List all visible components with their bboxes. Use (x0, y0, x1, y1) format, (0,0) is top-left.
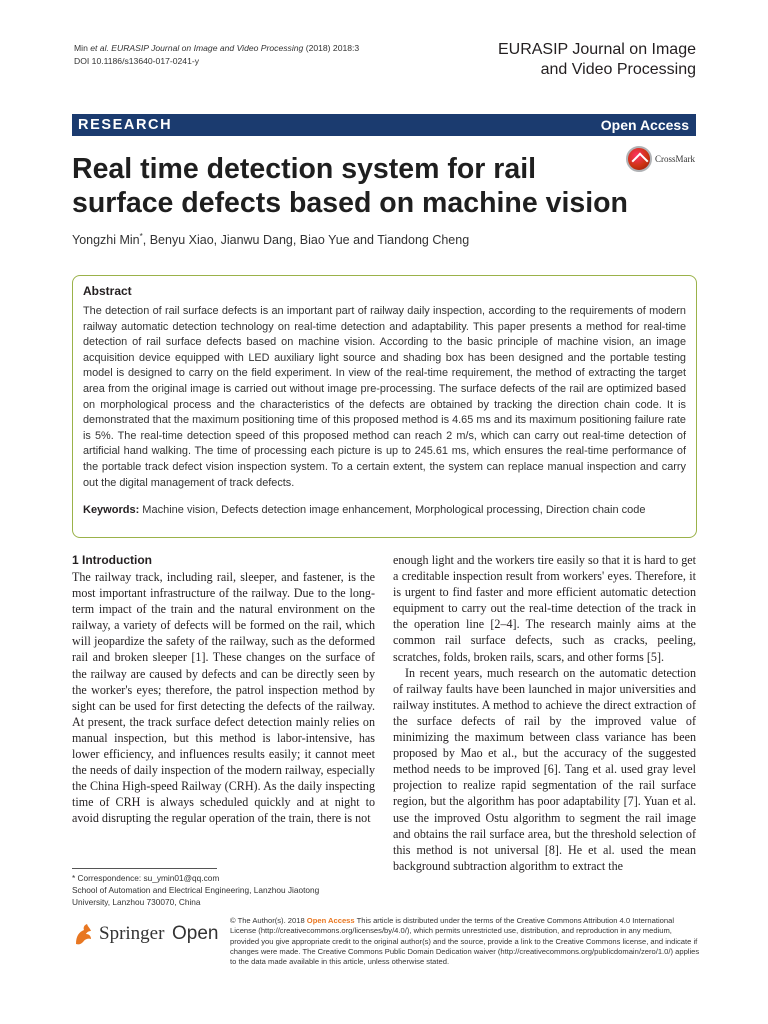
section-label: RESEARCH (78, 117, 173, 133)
citation-year: (2018) 2018:3 (305, 43, 360, 53)
citation-line (74, 42, 359, 55)
keywords-label: Keywords: (83, 504, 140, 517)
publisher-name: Springer (99, 923, 165, 944)
author-list (72, 232, 469, 247)
citation-journal: EURASIP Journal on Image and Video Processing (108, 43, 306, 53)
crossmark-label: CrossMark (655, 154, 695, 164)
author-rest: , Benyu Xiao, Jianwu Dang, Biao Yue and Tiandong Cheng (142, 233, 470, 248)
publisher-suffix: Open (172, 923, 219, 944)
footnote (72, 872, 372, 909)
crossmark-badge[interactable] (626, 146, 700, 174)
right-paragraph-2: In recent years, much research on the automatic detection of railway faults have been launched in major universities and railway institutes. A method to achieve the direct extraction of the surface defects of rail by the improved value of minimizing the maximum between class variance has been proposed by Mao et al., but the accuracy of the suggested method needs to be improved [6]. Tang et al. used gray level projection to realize rapid segmentation of the rail surface region, but the algorithm has poor adaptability [7]. Yuan et al. use the improved Ostu algorithm to segment the rail image and obtains the rail surface area, but the threshold selection of this method is not universal [8]. He et al. used the mean background subtraction algorithm to extract the (393, 665, 696, 873)
journal-name-line2: and Video Processing (540, 61, 696, 78)
journal-name-line1: EURASIP Journal on Image (497, 41, 696, 58)
doi[interactable]: DOI 10.1186/s13640-017-0241-y (74, 55, 200, 66)
author-first: Yongzhi Min (72, 233, 140, 248)
abstract-heading: Abstract (83, 284, 132, 298)
footnote-divider (72, 868, 217, 869)
corresponding-mark: * (139, 232, 143, 241)
journal-name (436, 40, 696, 80)
abstract-box (72, 275, 697, 538)
license-prefix: © The Author(s). 2018 (230, 916, 307, 925)
section-banner (72, 114, 696, 136)
intro-paragraph: The railway track, including rail, sleeper, and fastener, is the most important infrastructure of the railway. Due to the long-term impact of the train and the natural environment on the railway, a variety of defects will be formed on the rail, which will jeopardize the safety of the railway, such as the deformed rail and broken sleeper [1]. These changes on the surface of the railway are caused by defects and can be directly seen by the worker's eyes; therefore, the patrol inspection method by sight can be used for first detecting the defects of the railway. At present, the track surface defect detection mainly relies on manual inspection, but this method is labor-intensive, has lower efficiency, and influences results easily; it cannot meet the needs of daily inspection of the modern railway, especially the China High-speed Railway (CRH). As the daily inspecting time of CRH is always scheduled quickly and at night to avoid disrupting the regular operation of the train, there is not (72, 570, 375, 826)
springer-open-logo[interactable] (72, 920, 222, 950)
affiliation-line2: University, Lanzhou 730070, China (72, 897, 201, 908)
open-access-label: Open Access (600, 117, 689, 133)
section-heading-introduction: 1 Introduction (72, 553, 152, 567)
right-column (393, 552, 696, 874)
left-column (72, 552, 375, 827)
license-open-access: Open Access (306, 916, 355, 925)
paper-title: Real time detection system for rail surface defects based on machine vision (72, 153, 628, 219)
running-header (74, 42, 359, 67)
license-statement (230, 916, 700, 967)
abstract-text: The detection of rail surface defects is an important part of railway daily inspection, according to the requirements of modern railway automatic detection technology on real-time detection and adaptability. This paper presents a method for real-time detection of rail surface defects based on machine vision. According to the basic principle of machine vision, an image acquisition device equipped with LED auxiliary light source and shading box has been designed and the portable testing model is designed to carry on the field experiment. In view of the real-time requirement, the method of extracting the target area from the original image is carried out without image pre-processing. The surface defects of the rail are optimized based on morphological process and the characteristics of the defects are obtained by tracking the direction chain code. It is demonstrated that the maximum positioning time of this proposed method is 4.65 ms and its maximum positioning failure rate is 5%. The real-time detection speed of this proposed method can reach 2 m/s, which can carry out real-time detection of artificial hand walking. The time of processing each picture is up to 245.61 ms, which ensures the real-time performance of the portable track defect vision inspection system. To a certain extent, the system can replace manual inspection and carry out the digital management of track defects. (83, 305, 686, 489)
citation-authors: Min (74, 43, 91, 53)
license-text: This article is distributed under the terms of the Creative Commons Attribution 4.0 International License (http://creativecommons.org/licenses/by/4.0/), which permits unrestricted use, distribution, and reproduction in any medium, provided you give appropriate credit to the original author(s) and the source, provide a link to the Creative Commons license, and indicate if changes were made. The Creative Commons Public Domain Dedication waiver (http://creativecommons.org/publicdomain/zero/1.0/) applies to the data made available in this article, unless otherwise stated. (230, 916, 700, 967)
keywords (83, 502, 686, 518)
keywords-text: Machine vision, Defects detection image enhancement, Morphological processing, Direction chain code (139, 504, 646, 517)
springer-horse-icon (72, 922, 94, 946)
right-paragraph-1: enough light and the workers tire easily so that it is hard to get a creditable inspection result from workers' eyes. Therefore, it is urgent to find faster and more efficient automatic detection equipment to carry out the real-time detection of the track in the operation line [2–4]. The research mainly aims at the common rail surface defects, such as cracks, peeling, scratches, folds, broken rails, scars, and other forms [5]. (393, 553, 696, 664)
crossmark-icon (626, 146, 652, 172)
affiliation-line1: School of Automation and Electrical Engineering, Lanzhou Jiaotong (72, 885, 320, 896)
correspondence[interactable]: * Correspondence: su_ymin01@qq.com (72, 873, 220, 883)
citation-etal: et al. (90, 43, 109, 53)
